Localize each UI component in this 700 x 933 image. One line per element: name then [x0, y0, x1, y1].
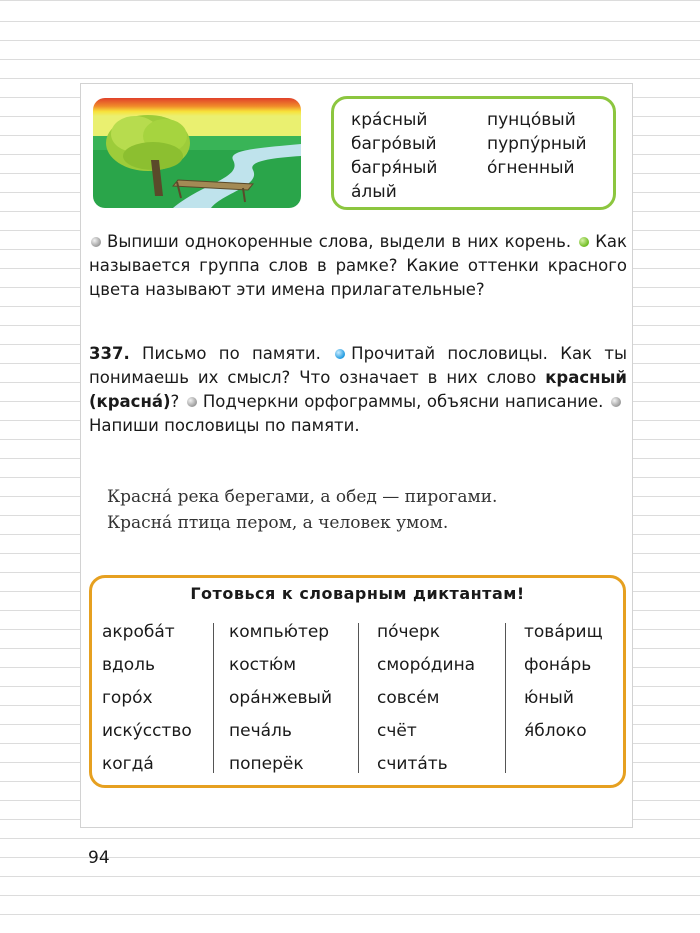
vocab-word: по́черк	[377, 622, 441, 642]
vocab-word: сморо́дина	[377, 655, 476, 675]
vocab-word: фона́рь	[524, 655, 592, 675]
exercise-number: 337.	[89, 344, 130, 363]
frame-word: кра́сный	[351, 110, 428, 130]
vocab-word: совсе́м	[377, 688, 440, 708]
word-frame	[331, 96, 616, 210]
gray-bullet-icon	[91, 237, 101, 247]
task-intro	[89, 230, 627, 302]
vocab-word: счёт	[377, 721, 417, 741]
vocabulary-box	[89, 575, 626, 788]
vocabulary-title: Готовься к словарным диктантам!	[190, 584, 525, 603]
exercise-text-3: Напиши пословицы по памяти.	[89, 416, 360, 435]
exercise-text-2: Подчеркни орфограммы, объясни написание.	[202, 392, 604, 411]
column-divider	[213, 623, 214, 773]
proverb-2: Красна́ птица пером, а человек умом.	[107, 513, 449, 533]
vocab-word: ора́нжевый	[229, 688, 332, 708]
vocab-word: това́рищ	[524, 622, 603, 642]
vocab-word: когда́	[102, 754, 154, 774]
vocab-word: ю́ный	[524, 688, 574, 708]
task-part-2: Как называется группа слов в рамке? Какие оттенки красного цвета называют эти имена прилагательные?	[89, 232, 627, 299]
proverb-1: Красна́ река берегами, а обед — пирогами.	[107, 487, 498, 507]
vocab-word: счита́ть	[377, 754, 448, 774]
gray-bullet-icon	[611, 397, 621, 407]
green-bullet-icon	[579, 237, 589, 247]
vocab-word: компью́тер	[229, 622, 330, 642]
vocab-column-2	[229, 616, 332, 781]
exercise-337	[89, 342, 627, 438]
exercise-text-1: Прочитай пословицы. Как ты понимаешь их смысл? Что означает в них слово	[89, 344, 627, 387]
landscape-picture	[93, 98, 301, 208]
vocab-word: иску́сство	[102, 721, 192, 741]
blue-bullet-icon	[335, 349, 345, 359]
vocab-word: вдоль	[102, 655, 156, 675]
page-number: 94	[88, 848, 110, 868]
vocab-word: горо́х	[102, 688, 153, 708]
exercise-text-1-end: ?	[170, 392, 180, 411]
frame-word: багро́вый	[351, 134, 437, 154]
vocab-column-3	[377, 616, 475, 781]
frame-word: пунцо́вый	[487, 110, 576, 130]
exercise-bold-word: красный (красна́)	[89, 368, 627, 411]
vocab-word: я́блоко	[524, 721, 587, 741]
vocab-word: костю́м	[229, 655, 297, 675]
frame-word: багря́ный	[351, 158, 438, 178]
column-divider	[358, 623, 359, 773]
frame-word: пурпу́рный	[487, 134, 587, 154]
vocab-word: акроба́т	[102, 622, 175, 642]
gray-bullet-icon	[187, 397, 197, 407]
frame-word: а́лый	[351, 182, 397, 202]
exercise-title: Письмо по памяти.	[142, 344, 321, 363]
landscape-illustration	[93, 98, 301, 208]
column-divider	[505, 623, 506, 773]
vocab-column-1	[102, 616, 192, 781]
task-part-1: Выпиши однокоренные слова, выдели в них корень.	[107, 232, 572, 251]
frame-word: о́гненный	[487, 158, 575, 178]
vocab-column-4	[524, 616, 603, 748]
vocab-word: печа́ль	[229, 721, 292, 741]
vocab-word: поперёк	[229, 754, 304, 774]
textbook-page	[80, 83, 633, 828]
